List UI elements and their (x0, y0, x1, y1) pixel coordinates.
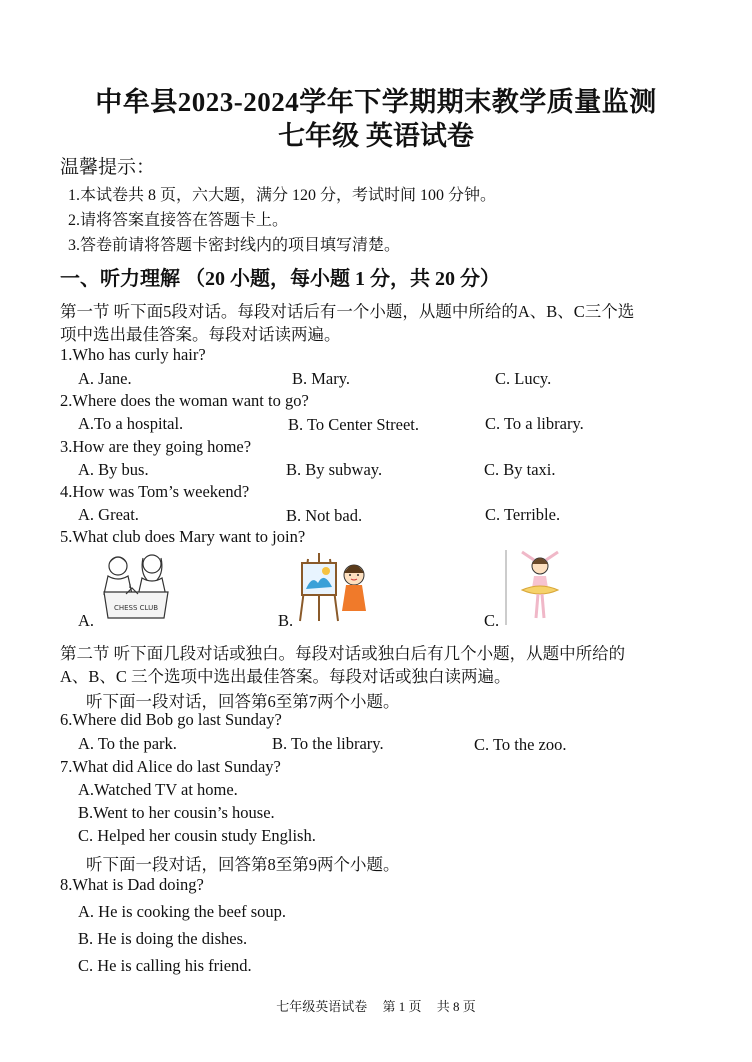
option-a: A. Great. (78, 505, 139, 524)
part1-instructions: 第一节 听下面5段对话。每段对话后有一个小题，从题中所给的A、B、C三个选 (60, 302, 635, 321)
question-8: 8.What is Dad doing? (60, 875, 204, 894)
option-c: C. Lucy. (495, 369, 552, 388)
question-5: 5.What club does Mary want to join? (60, 527, 306, 546)
option-a: A. To the park. (78, 734, 177, 753)
question-2: 2.Where does the woman want to go? (60, 391, 309, 410)
part2-instructions: 第二节 听下面几段对话或独白。每段对话或独白后有几个小题，从题中所给的 (60, 644, 626, 663)
chess-club-picture (96, 552, 176, 622)
question-7: 7.What did Alice do last Sunday? (60, 757, 281, 776)
question-1: 1.Who has curly hair? (60, 345, 206, 364)
page-footer (0, 996, 752, 1015)
option-b: B. To the library. (272, 734, 384, 753)
footer-subject: 七年级英语试卷 (276, 999, 368, 1014)
option-b: B. By subway. (286, 460, 383, 479)
option-a: A. (78, 611, 95, 630)
option-b: B. He is doing the dishes. (78, 929, 248, 948)
option-c: C. (484, 611, 500, 630)
listening-instruction: 听下面一段对话，回答第8至第9两个小题。 (86, 855, 400, 874)
question-6: 6.Where did Bob go last Sunday? (60, 710, 282, 729)
exam-subtitle: 七年级 英语试卷 (278, 121, 474, 151)
painting-picture (296, 553, 376, 623)
part2-instructions-cont: A、B、C 三个选项中选出最佳答案。每段对话或独白读两遍。 (60, 667, 511, 686)
option-c: C. To a library. (485, 414, 584, 433)
option-a: A. Jane. (78, 369, 132, 388)
option-a: A. By bus. (78, 460, 149, 479)
note-item: 2.请将答案直接答在答题卡上。 (68, 212, 289, 229)
exam-title: 中牟县2023-2024学年下学期期末教学质量监测 (95, 87, 657, 117)
option-b: B. Not bad. (286, 506, 363, 525)
option-b: B. (278, 611, 294, 630)
question-3: 3.How are they going home? (60, 437, 252, 456)
question-4: 4.How was Tom’s weekend? (60, 482, 250, 501)
option-c: C. Terrible. (485, 505, 561, 524)
section-heading: 一、听力理解 （20 小题，每小题 1 分，共 20 分） (60, 268, 500, 290)
ballet-picture (500, 550, 572, 625)
option-c: C. He is calling his friend. (78, 956, 252, 975)
option-c: C. Helped her cousin study English. (78, 826, 316, 845)
option-b: B. Mary. (292, 369, 351, 388)
option-a: A. He is cooking the beef soup. (78, 902, 287, 921)
option-a: A.Watched TV at home. (78, 780, 238, 799)
option-a: A.To a hospital. (78, 414, 184, 433)
listening-instruction: 听下面一段对话，回答第6至第7两个小题。 (86, 692, 400, 711)
footer-total-pages: 共 8 页 (436, 999, 476, 1014)
part1-instructions-cont: 项中选出最佳答案。每段对话读两遍。 (60, 325, 341, 344)
option-c: C. By taxi. (484, 460, 556, 479)
option-b: B.Went to her cousin’s house. (78, 803, 275, 822)
svg-text:CHESS CLUB: CHESS CLUB (113, 604, 159, 612)
note-item: 3.答卷前请将答题卡密封线内的项目填写清楚。 (68, 237, 401, 254)
notes-heading: 温馨提示： (60, 157, 156, 178)
footer-page-number: 第 1 页 (382, 999, 422, 1014)
option-b: B. To Center Street. (288, 415, 419, 434)
note-item: 1.本试卷共 8 页，六大题，满分 120 分，考试时间 100 分钟。 (68, 187, 497, 204)
option-c: C. To the zoo. (474, 735, 567, 754)
